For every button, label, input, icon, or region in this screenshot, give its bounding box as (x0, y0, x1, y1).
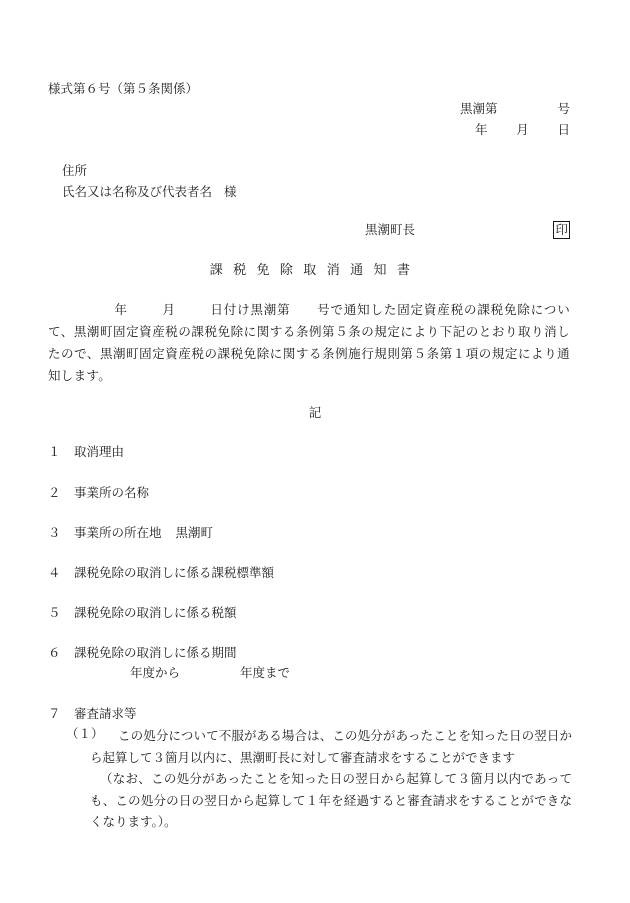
item-office-location (48, 524, 213, 542)
document-number-prefix: 黒潮第 (460, 101, 498, 116)
item-number: ４ (48, 565, 61, 580)
issue-date (475, 121, 570, 139)
document-number-suffix: 号 (557, 101, 570, 116)
appeal-text: この処分について不服がある場合は、この処分があったことを知った日の翌日から起算して３箇月以内に、黒潮町長に対して審査請求をすることができます (90, 728, 572, 765)
sender-title: 黒潮町長 (365, 222, 416, 238)
item-label: 審査請求等 (74, 706, 137, 721)
recipient-name-label: 氏名又は名称及び代表者名 (62, 184, 213, 199)
date-day: 日 (557, 122, 570, 137)
period-range (130, 664, 290, 682)
form-number: 様式第６号（第５条関係） (48, 81, 199, 96)
item-number: ５ (48, 605, 61, 620)
item-label: 課税免除の取消しに係る期間 (74, 645, 237, 660)
body-year: 年 (114, 302, 128, 317)
item-label: 課税免除の取消しに係る税額 (74, 605, 237, 620)
recipient-address-label: 住所 (62, 163, 88, 178)
item-number: ３ (48, 525, 61, 540)
body-date-ref: 日付け黒潮第 (209, 302, 291, 317)
appeal-text-block (90, 725, 572, 833)
item-office-name (48, 484, 149, 502)
document-title: 課税免除取消通知書 (209, 263, 421, 278)
item-number: ２ (48, 485, 61, 500)
item-number: ７ (48, 706, 61, 721)
item-tax-base (48, 564, 274, 582)
period-from: 年度から (130, 665, 181, 680)
recipient-name (62, 183, 237, 201)
subitem-number: （１） (66, 726, 104, 741)
body-month: 月 (161, 302, 176, 317)
date-month: 月 (516, 122, 529, 137)
item-tax-amount (48, 604, 237, 622)
item-label: 事業所の所在地 (74, 525, 162, 540)
item-label: 取消理由 (74, 444, 125, 459)
item-reason (48, 443, 124, 461)
item-number: １ (48, 444, 61, 459)
date-year: 年 (475, 122, 488, 137)
appeal-subitem (66, 725, 572, 833)
item-label: 事業所の名称 (74, 485, 150, 500)
recipient-honorific: 様 (224, 184, 237, 199)
ki-marker: 記 (308, 405, 322, 420)
item-label: 課税免除の取消しに係る課税標準額 (74, 565, 275, 580)
body-main-text: 号で通知した固定資産税の課税免除について、黒潮町固定資産税の課税免除に関する条例第５条の規定により下記のとおり取り消したので、黒潮町固定資産税の課税免除に関する条例施行規則第５条第１項の規定により通知します。 (48, 302, 571, 383)
item-appeal (48, 705, 137, 723)
appeal-note: （なお、この処分があったことを知った日の翌日から起算して３箇月以内であっても、この処分の日の翌日から起算して１年を経過すると審査請求をすることができなくなります。）。 (90, 771, 572, 829)
period-to: 年度まで (240, 665, 291, 680)
document-number (460, 100, 570, 118)
notice-body (48, 299, 570, 387)
item-number: ６ (48, 645, 61, 660)
seal-mark: 印 (555, 222, 568, 237)
item-location-value: 黒潮町 (175, 525, 214, 540)
item-period (48, 644, 237, 662)
sender (365, 221, 570, 239)
